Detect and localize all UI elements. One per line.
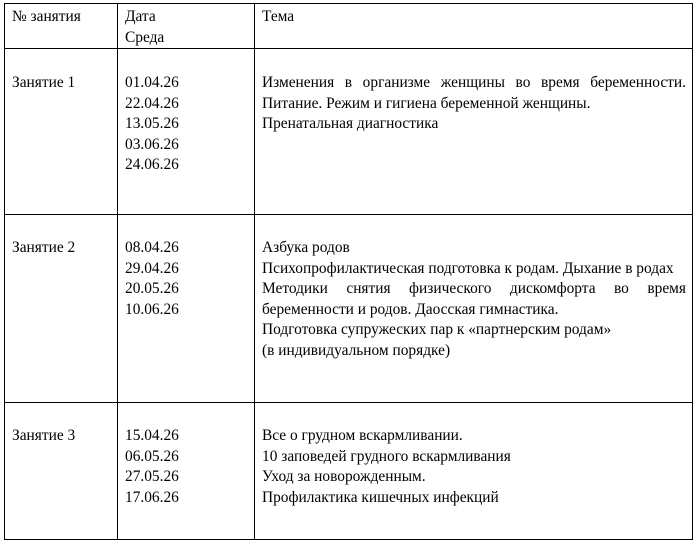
session-topic: Психопрофилактическая подготовка к родам. Дыхание в родах: [262, 259, 674, 277]
header-weekday-label: Среда: [125, 28, 165, 46]
session-topics-cell: [255, 215, 693, 403]
header-date-label: Дата: [125, 8, 156, 25]
session-label-cell: [5, 215, 118, 403]
session-topic: Методики снятия физического дискомфорта во время беременности и родов. Даосская гимнастика.: [262, 280, 686, 318]
session-date: 27.05.26: [125, 468, 179, 485]
table-row: [5, 215, 693, 403]
session-topic: Подготовка супружеских пар к «партнерским родам»: [262, 321, 612, 338]
session-date: 01.04.26: [125, 74, 179, 91]
session-date: 24.06.26: [125, 156, 179, 173]
session-topic: Пренатальная диагностика: [262, 115, 439, 132]
session-label-cell: [5, 403, 118, 540]
header-topic-cell: [255, 4, 693, 49]
session-date: 29.04.26: [125, 259, 179, 277]
session-date: 06.05.26: [125, 447, 179, 465]
header-date-cell: [118, 4, 255, 49]
session-date: 20.05.26: [125, 280, 179, 297]
session-label: Занятие 2: [12, 239, 76, 256]
session-dates-cell: [118, 215, 255, 403]
session-topic: Изменения в организме женщины во время беременности. Питание. Режим и гигиена беременной женщины.: [262, 74, 686, 112]
header-number-label: № занятия: [12, 8, 81, 25]
header-topic-label: Тема: [262, 8, 295, 25]
session-dates-cell: [118, 403, 255, 540]
session-topics-cell: [255, 403, 693, 540]
session-topic: Уход за новорожденным.: [262, 468, 426, 485]
header-number-cell: [5, 4, 118, 49]
session-date: 15.04.26: [125, 427, 179, 444]
session-date: 22.04.26: [125, 94, 179, 112]
table-row: [5, 403, 693, 540]
session-date: 03.06.26: [125, 135, 179, 153]
session-topic: 10 заповедей грудного вскармливания: [262, 447, 511, 465]
session-topic: (в индивидуальном порядке): [262, 341, 451, 359]
session-label: Занятие 1: [12, 74, 76, 91]
session-dates-cell: [118, 49, 255, 215]
table-row: [5, 49, 693, 215]
session-date: 13.05.26: [125, 115, 179, 132]
schedule-table: [4, 3, 693, 540]
session-label: Занятие 3: [12, 427, 76, 444]
session-topic: Все о грудном вскармливании.: [262, 427, 463, 444]
session-topic: Азбука родов: [262, 239, 350, 256]
session-date: 17.06.26: [125, 488, 179, 506]
session-topics-cell: [255, 49, 693, 215]
session-date: 10.06.26: [125, 300, 179, 318]
session-topic: Профилактика кишечных инфекций: [262, 488, 499, 506]
table-header-row: [5, 4, 693, 49]
session-label-cell: [5, 49, 118, 215]
session-date: 08.04.26: [125, 239, 179, 256]
